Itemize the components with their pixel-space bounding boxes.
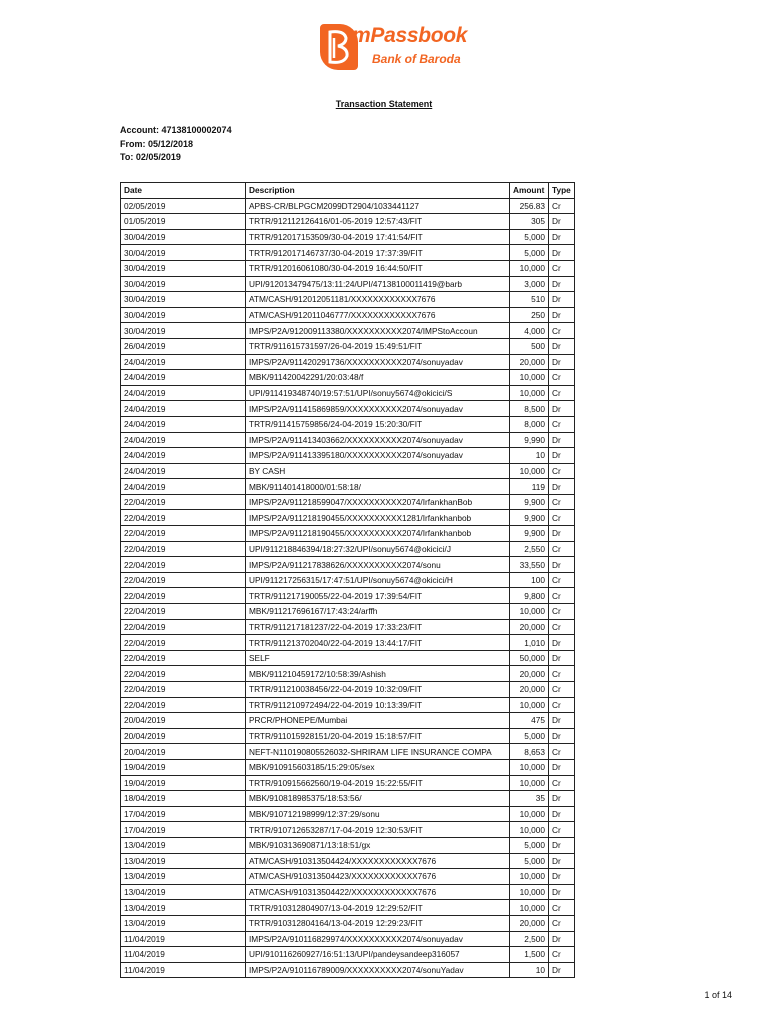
cell-description: IMPS/P2A/912009113380/XXXXXXXXXX2074/IMPStoAccoun [246,323,510,339]
cell-type: Cr [549,385,575,401]
cell-amount: 256.83 [510,198,549,214]
account-number: Account: 47138100002074 [120,125,232,135]
cell-type: Dr [549,354,575,370]
column-header-type: Type [549,183,575,199]
cell-date: 30/04/2019 [121,260,246,276]
column-header-description: Description [246,183,510,199]
cell-amount: 4,000 [510,323,549,339]
cell-date: 17/04/2019 [121,806,246,822]
cell-amount: 10,000 [510,463,549,479]
cell-date: 24/04/2019 [121,416,246,432]
cell-amount: 10,000 [510,884,549,900]
cell-date: 24/04/2019 [121,370,246,386]
cell-type: Cr [549,697,575,713]
cell-date: 22/04/2019 [121,494,246,510]
cell-description: TRTR/910312804907/13-04-2019 12:29:52/FIT [246,900,510,916]
cell-type: Cr [549,744,575,760]
cell-amount: 10,000 [510,806,549,822]
cell-date: 20/04/2019 [121,744,246,760]
table-row [121,229,575,245]
cell-date: 13/04/2019 [121,853,246,869]
cell-amount: 5,000 [510,853,549,869]
cell-type: Dr [549,245,575,261]
table-row [121,869,575,885]
cell-description: APBS-CR/BLPGCM2099DT2904/1033441127 [246,198,510,214]
cell-type: Cr [549,775,575,791]
cell-date: 22/04/2019 [121,541,246,557]
cell-date: 22/04/2019 [121,666,246,682]
cell-description: IMPS/P2A/910116829974/XXXXXXXXXX2074/sonuyadav [246,931,510,947]
table-row [121,666,575,682]
cell-date: 22/04/2019 [121,635,246,651]
table-row [121,338,575,354]
cell-date: 24/04/2019 [121,385,246,401]
cell-description: MBK/910712198999/12:37:29/sonu [246,806,510,822]
cell-type: Dr [549,432,575,448]
cell-date: 24/04/2019 [121,432,246,448]
table-row [121,401,575,417]
cell-date: 22/04/2019 [121,588,246,604]
cell-amount: 10,000 [510,822,549,838]
from-date: From: 05/12/2018 [120,138,194,149]
cell-type: Cr [549,822,575,838]
cell-date: 22/04/2019 [121,572,246,588]
cell-description: MBK/911217696167/17:43:24/arffh [246,604,510,620]
cell-amount: 5,000 [510,245,549,261]
cell-type: Cr [549,541,575,557]
cell-amount: 10,000 [510,260,549,276]
cell-type: Cr [549,463,575,479]
table-row [121,806,575,822]
cell-amount: 8,500 [510,401,549,417]
cell-amount: 8,000 [510,416,549,432]
cell-amount: 20,000 [510,682,549,698]
cell-amount: 50,000 [510,650,549,666]
cell-type: Dr [549,479,575,495]
cell-type: Cr [549,510,575,526]
cell-date: 20/04/2019 [121,728,246,744]
cell-description: TRTR/910712653287/17-04-2019 12:30:53/FIT [246,822,510,838]
cell-description: UPI/912013479475/13:11:24/UPI/47138100011419@barb [246,276,510,292]
table-row [121,307,575,323]
cell-description: SELF [246,650,510,666]
cell-description: MBK/911401418000/01:58:18/ [246,479,510,495]
cell-amount: 10,000 [510,900,549,916]
table-row [121,432,575,448]
cell-type: Dr [549,713,575,729]
cell-date: 22/04/2019 [121,650,246,666]
cell-date: 22/04/2019 [121,604,246,620]
cell-amount: 10 [510,962,549,978]
cell-amount: 10,000 [510,604,549,620]
cell-date: 13/04/2019 [121,900,246,916]
cell-date: 19/04/2019 [121,775,246,791]
cell-amount: 9,900 [510,510,549,526]
cell-amount: 9,900 [510,526,549,542]
cell-amount: 20,000 [510,666,549,682]
table-row [121,900,575,916]
cell-amount: 9,990 [510,432,549,448]
cell-type: Dr [549,884,575,900]
cell-date: 30/04/2019 [121,307,246,323]
cell-type: Dr [549,229,575,245]
cell-amount: 10,000 [510,775,549,791]
table-row [121,463,575,479]
cell-type: Dr [549,759,575,775]
cell-description: TRTR/911615731597/26-04-2019 15:49:51/FIT [246,338,510,354]
cell-type: Cr [549,682,575,698]
table-row [121,775,575,791]
cell-date: 30/04/2019 [121,323,246,339]
cell-type: Dr [549,448,575,464]
cell-type: Cr [549,588,575,604]
cell-amount: 9,900 [510,494,549,510]
cell-description: TRTR/911015928151/20-04-2019 15:18:57/FIT [246,728,510,744]
table-row [121,822,575,838]
cell-type: Dr [549,635,575,651]
cell-amount: 1,500 [510,947,549,963]
table-row [121,370,575,386]
cell-date: 30/04/2019 [121,292,246,308]
cell-type: Dr [549,526,575,542]
cell-description: IMPS/P2A/911415869859/XXXXXXXXXX2074/sonuyadav [246,401,510,417]
table-row [121,276,575,292]
cell-description: IMPS/P2A/911217838626/XXXXXXXXXX2074/sonu [246,557,510,573]
cell-description: TRTR/911213702040/22-04-2019 13:44:17/FIT [246,635,510,651]
column-header-date: Date [121,183,246,199]
transaction-table [120,182,575,978]
cell-amount: 5,000 [510,837,549,853]
cell-date: 11/04/2019 [121,931,246,947]
cell-type: Cr [549,619,575,635]
table-row [121,354,575,370]
cell-description: TRTR/910915662560/19-04-2019 15:22:55/FIT [246,775,510,791]
cell-amount: 510 [510,292,549,308]
cell-date: 20/04/2019 [121,713,246,729]
cell-amount: 33,550 [510,557,549,573]
cell-amount: 10,000 [510,697,549,713]
cell-description: TRTR/911217181237/22-04-2019 17:33:23/FIT [246,619,510,635]
cell-type: Cr [549,416,575,432]
cell-date: 26/04/2019 [121,338,246,354]
cell-amount: 100 [510,572,549,588]
cell-description: IMPS/P2A/911413395180/XXXXXXXXXX2074/sonuyadav [246,448,510,464]
cell-description: ATM/CASH/912012051181/XXXXXXXXXXXX7676 [246,292,510,308]
cell-description: ATM/CASH/910313504424/XXXXXXXXXXXX7676 [246,853,510,869]
cell-amount: 500 [510,338,549,354]
table-row [121,385,575,401]
cell-type: Dr [549,962,575,978]
cell-date: 02/05/2019 [121,198,246,214]
table-row [121,931,575,947]
cell-type: Cr [549,666,575,682]
table-row [121,510,575,526]
cell-description: UPI/910116260927/16:51:13/UPI/pandeysandeep316057 [246,947,510,963]
cell-type: Cr [549,915,575,931]
cell-date: 24/04/2019 [121,463,246,479]
cell-date: 22/04/2019 [121,697,246,713]
table-row [121,557,575,573]
cell-description: MBK/910313690871/13:18:51/gx [246,837,510,853]
table-row [121,416,575,432]
cell-type: Dr [549,650,575,666]
cell-type: Cr [549,260,575,276]
table-row [121,526,575,542]
cell-amount: 305 [510,214,549,230]
cell-type: Cr [549,370,575,386]
cell-amount: 2,550 [510,541,549,557]
cell-description: UPI/911217256315/17:47:51/UPI/sonuy5674@okicici/H [246,572,510,588]
cell-amount: 5,000 [510,728,549,744]
cell-amount: 20,000 [510,619,549,635]
page-number: 1 of 14 [704,990,732,1000]
cell-amount: 8,653 [510,744,549,760]
cell-description: TRTR/911210972494/22-04-2019 10:13:39/FIT [246,697,510,713]
cell-date: 17/04/2019 [121,822,246,838]
cell-description: IMPS/P2A/911218599047/XXXXXXXXXX2074/IrfankhanBob [246,494,510,510]
account-info [120,124,232,165]
cell-amount: 35 [510,791,549,807]
cell-date: 01/05/2019 [121,214,246,230]
cell-date: 19/04/2019 [121,759,246,775]
cell-type: Dr [549,869,575,885]
table-row [121,962,575,978]
cell-type: Cr [549,494,575,510]
table-row [121,572,575,588]
cell-amount: 1,010 [510,635,549,651]
cell-date: 22/04/2019 [121,526,246,542]
cell-amount: 20,000 [510,354,549,370]
cell-amount: 475 [510,713,549,729]
cell-amount: 3,000 [510,276,549,292]
cell-type: Dr [549,557,575,573]
cell-date: 24/04/2019 [121,448,246,464]
cell-description: ATM/CASH/910313504423/XXXXXXXXXXXX7676 [246,869,510,885]
cell-date: 22/04/2019 [121,682,246,698]
cell-date: 18/04/2019 [121,791,246,807]
cell-description: IMPS/P2A/911218190455/XXXXXXXXXX1281/Irfankhanbob [246,510,510,526]
cell-amount: 2,500 [510,931,549,947]
table-row [121,604,575,620]
table-row [121,853,575,869]
table-row [121,713,575,729]
cell-type: Cr [549,900,575,916]
cell-description: MBK/910915603185/15:29:05/sex [246,759,510,775]
cell-description: TRTR/912016061080/30-04-2019 16:44:50/FIT [246,260,510,276]
cell-description: TRTR/912017153509/30-04-2019 17:41:54/FIT [246,229,510,245]
cell-type: Dr [549,276,575,292]
cell-date: 30/04/2019 [121,229,246,245]
table-row [121,214,575,230]
table-row [121,541,575,557]
cell-type: Dr [549,837,575,853]
cell-type: Dr [549,401,575,417]
table-row [121,728,575,744]
cell-description: IMPS/P2A/910116789009/XXXXXXXXXX2074/sonuYadav [246,962,510,978]
table-row [121,635,575,651]
table-row [121,682,575,698]
cell-amount: 20,000 [510,915,549,931]
cell-description: TRTR/912112126416/01-05-2019 12:57:43/FIT [246,214,510,230]
cell-date: 22/04/2019 [121,557,246,573]
cell-description: UPI/911419348740/19:57:51/UPI/sonuy5674@okicici/S [246,385,510,401]
cell-amount: 10,000 [510,370,549,386]
cell-date: 24/04/2019 [121,479,246,495]
cell-amount: 10,000 [510,385,549,401]
table-row [121,744,575,760]
cell-date: 30/04/2019 [121,276,246,292]
cell-description: ATM/CASH/912011046777/XXXXXXXXXXXX7676 [246,307,510,323]
cell-amount: 5,000 [510,229,549,245]
table-row [121,619,575,635]
cell-type: Dr [549,292,575,308]
bank-logo [320,24,468,76]
cell-amount: 250 [510,307,549,323]
cell-date: 24/04/2019 [121,354,246,370]
cell-description: MBK/911420042291/20:03:48/f [246,370,510,386]
cell-type: Cr [549,198,575,214]
cell-description: IMPS/P2A/911420291736/XXXXXXXXXX2074/sonuyadav [246,354,510,370]
cell-type: Dr [549,931,575,947]
cell-type: Dr [549,806,575,822]
cell-description: TRTR/911210038456/22-04-2019 10:32:09/FIT [246,682,510,698]
cell-date: 22/04/2019 [121,619,246,635]
cell-type: Cr [549,572,575,588]
cell-date: 13/04/2019 [121,837,246,853]
cell-description: TRTR/910312804164/13-04-2019 12:29:23/FIT [246,915,510,931]
table-row [121,759,575,775]
cell-type: Dr [549,728,575,744]
cell-description: NEFT-N110190805526032-SHRIRAM LIFE INSURANCE COMPA [246,744,510,760]
cell-date: 24/04/2019 [121,401,246,417]
cell-type: Dr [549,791,575,807]
table-row [121,915,575,931]
cell-date: 11/04/2019 [121,962,246,978]
cell-type: Dr [549,338,575,354]
cell-description: IMPS/P2A/911218190455/XXXXXXXXXX2074/Irfankhanbob [246,526,510,542]
cell-date: 13/04/2019 [121,884,246,900]
cell-date: 13/04/2019 [121,869,246,885]
cell-description: UPI/911218846394/18:27:32/UPI/sonuy5674@okicici/J [246,541,510,557]
logo-subtitle: Bank of Baroda [372,52,461,66]
cell-amount: 119 [510,479,549,495]
table-row [121,791,575,807]
table-row [121,245,575,261]
cell-amount: 10,000 [510,869,549,885]
table-row [121,650,575,666]
cell-description: IMPS/P2A/911413403662/XXXXXXXXXX2074/sonuyadav [246,432,510,448]
column-header-amount: Amount [510,183,549,199]
cell-date: 30/04/2019 [121,245,246,261]
cell-date: 13/04/2019 [121,915,246,931]
table-row [121,198,575,214]
logo-title: mPassbook [352,24,468,47]
table-row [121,837,575,853]
cell-description: ATM/CASH/910313504422/XXXXXXXXXXXX7676 [246,884,510,900]
table-row [121,260,575,276]
table-row [121,448,575,464]
statement-title: Transaction Statement [335,99,433,109]
cell-description: TRTR/911217190055/22-04-2019 17:39:54/FIT [246,588,510,604]
cell-amount: 10 [510,448,549,464]
to-date: To: 02/05/2019 [120,152,181,162]
table-header-row [121,183,575,199]
cell-type: Dr [549,853,575,869]
table-row [121,494,575,510]
cell-type: Dr [549,307,575,323]
cell-amount: 10,000 [510,759,549,775]
cell-type: Cr [549,947,575,963]
cell-type: Cr [549,604,575,620]
table-row [121,588,575,604]
cell-description: MBK/911210459172/10:58:39/Ashish [246,666,510,682]
cell-description: TRTR/911415759856/24-04-2019 15:20:30/FIT [246,416,510,432]
cell-description: TRTR/912017146737/30-04-2019 17:37:39/FIT [246,245,510,261]
cell-type: Dr [549,214,575,230]
cell-date: 11/04/2019 [121,947,246,963]
cell-amount: 9,800 [510,588,549,604]
table-row [121,479,575,495]
cell-type: Cr [549,323,575,339]
table-row [121,323,575,339]
table-row [121,884,575,900]
table-row [121,947,575,963]
cell-description: BY CASH [246,463,510,479]
cell-description: PRCR/PHONEPE/Mumbai [246,713,510,729]
cell-date: 22/04/2019 [121,510,246,526]
cell-description: MBK/910818985375/18:53:56/ [246,791,510,807]
table-row [121,292,575,308]
table-row [121,697,575,713]
